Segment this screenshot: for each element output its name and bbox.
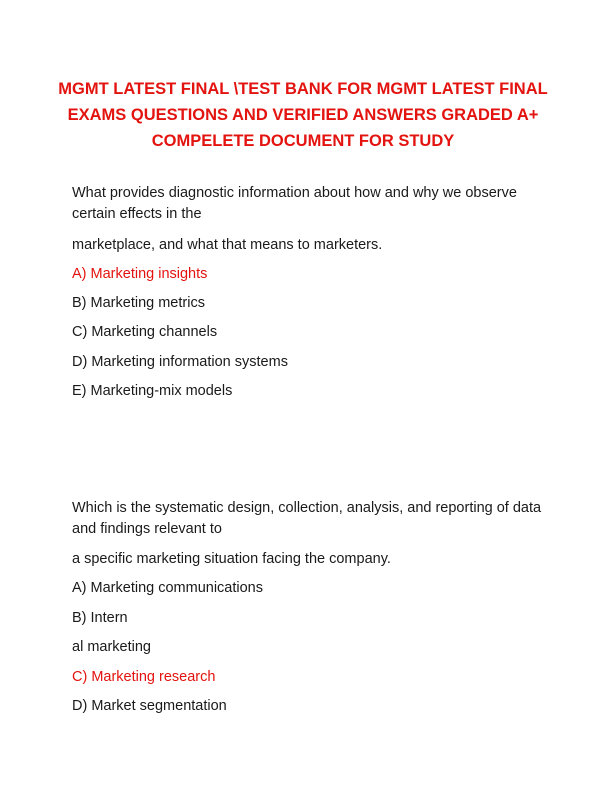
question-2-option-b-continued: al marketing: [72, 639, 151, 655]
document-title: MGMT LATEST FINAL \TEST BANK FOR MGMT LATEST FINAL EXAMS QUESTIONS AND VERIFIED ANSWERS GRADED A+ COMPELETE DOCUMENT FOR STUDY: [58, 80, 548, 150]
question-1-stem: What provides diagnostic information about how and why we observe certain effects in the: [72, 185, 517, 222]
question-2-option-d: D) Market segmentation: [72, 698, 227, 714]
question-1-option-d: D) Marketing information systems: [72, 354, 288, 370]
question-1-option-c: C) Marketing channels: [72, 324, 218, 340]
question-2-option-a: A) Marketing communications: [72, 580, 263, 596]
question-1-option-a: A) Marketing insights: [72, 266, 208, 282]
question-1-option-b: B) Marketing metrics: [72, 295, 205, 311]
question-2-stem-continued: a specific marketing situation facing the company.: [72, 551, 391, 567]
question-1-stem-continued: marketplace, and what that means to marketers.: [72, 237, 383, 253]
question-2-option-c: C) Marketing research: [72, 669, 216, 685]
question-2-option-b: B) Intern: [72, 610, 128, 626]
question-2-stem: Which is the systematic design, collection, analysis, and reporting of data and findings relevant to: [72, 500, 542, 537]
question-1-option-e: E) Marketing-mix models: [72, 383, 233, 399]
